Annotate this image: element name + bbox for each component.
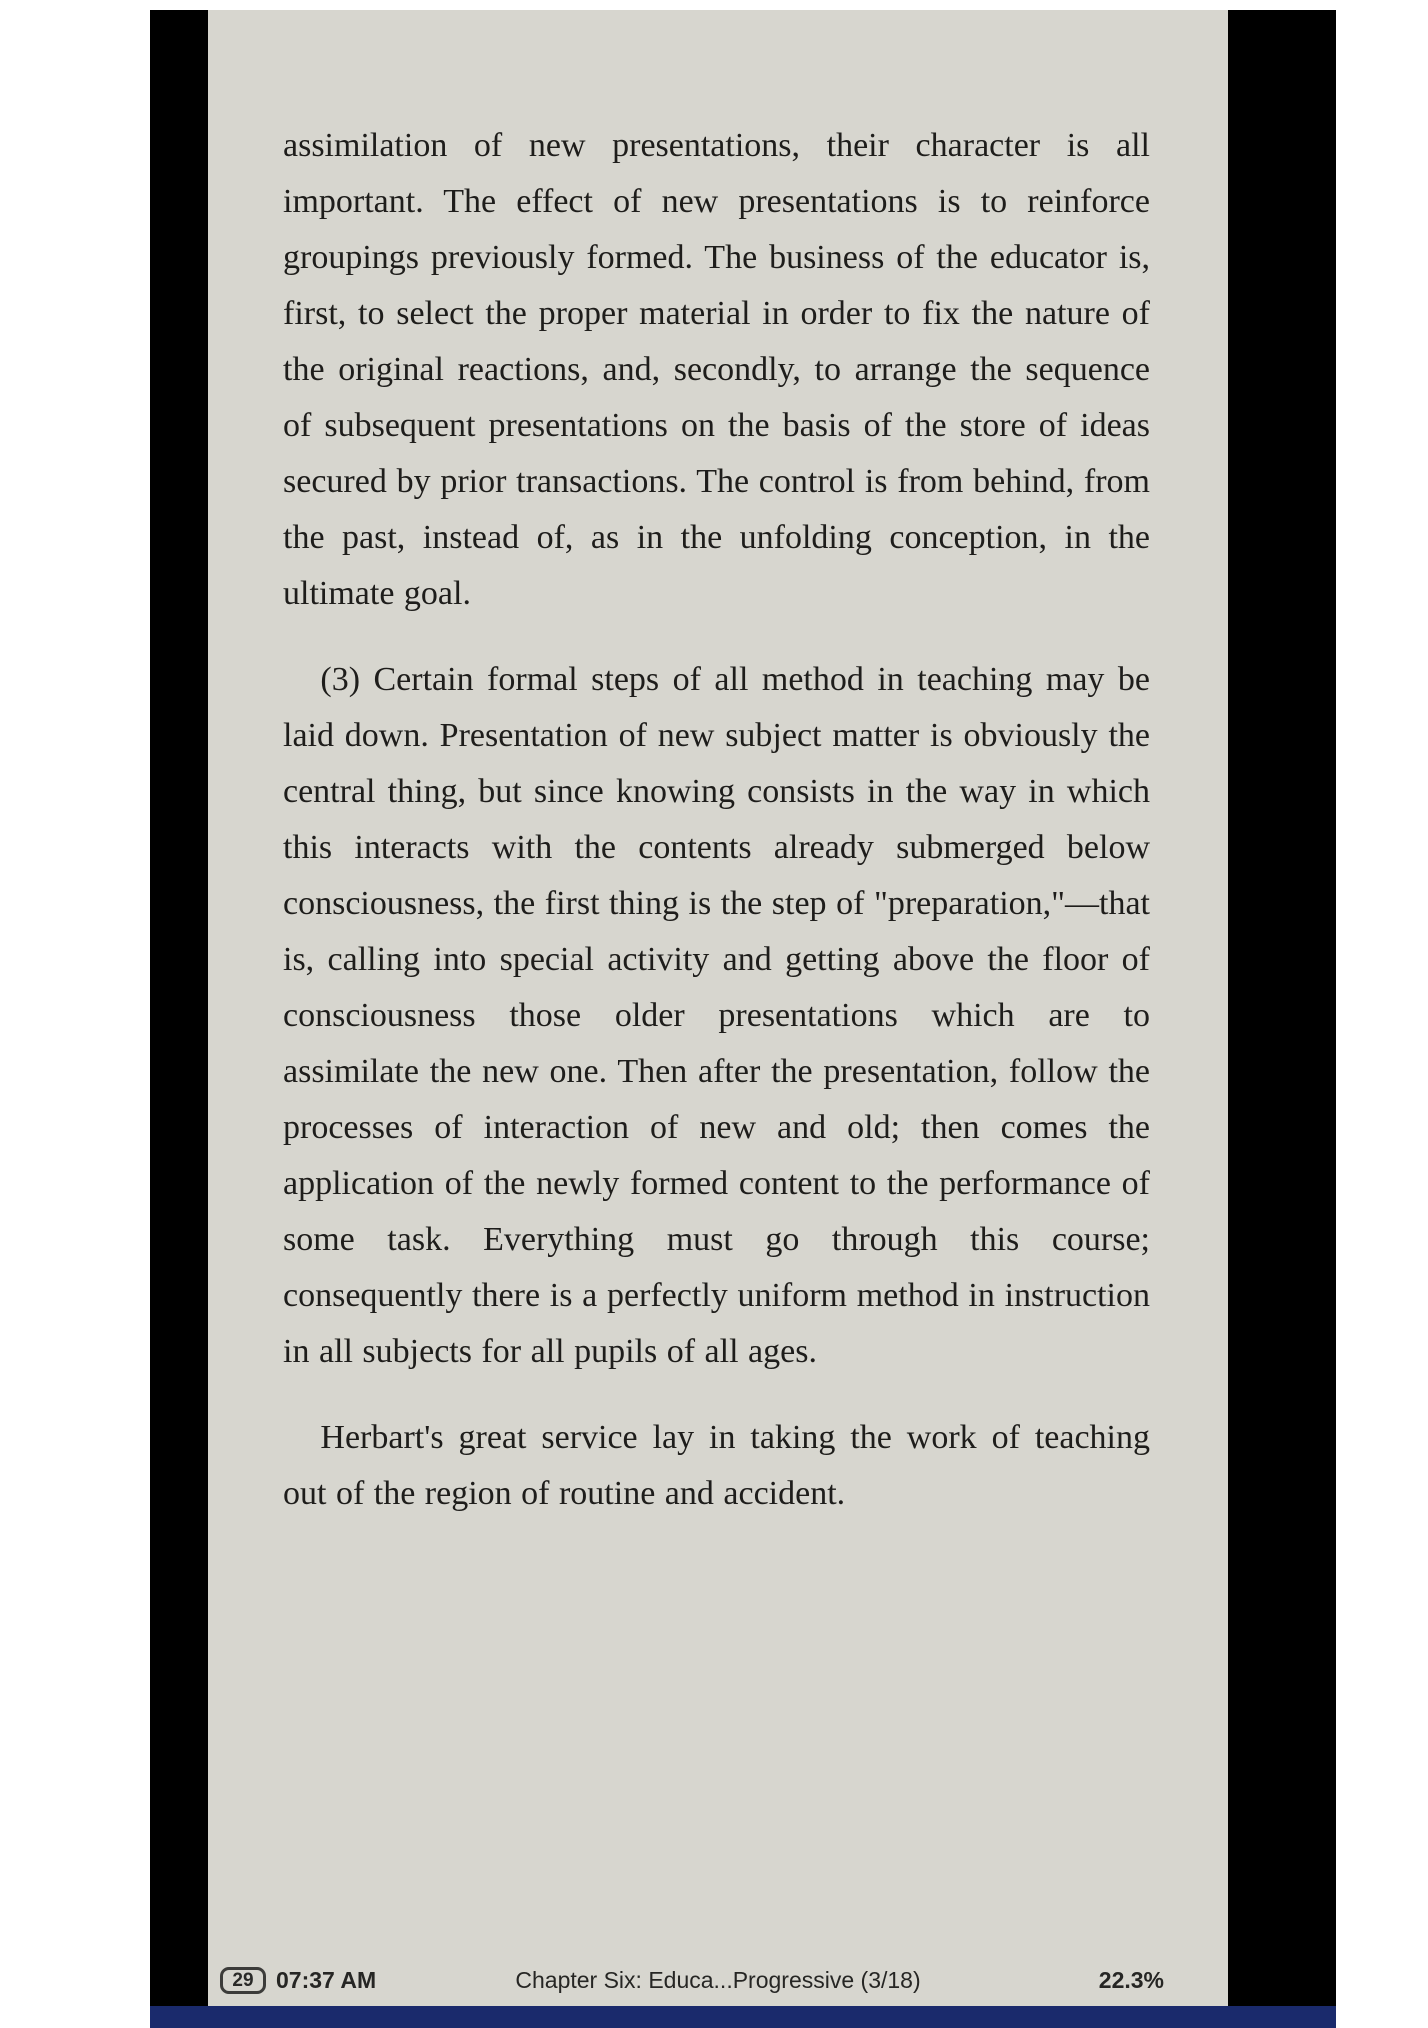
status-bar — [208, 1960, 1228, 2000]
left-letterbox-bar — [150, 10, 208, 2006]
reading-progress-percent: 22.3% — [1098, 1966, 1164, 1993]
book-text — [283, 118, 1150, 1552]
bottom-accent-bar — [150, 2006, 1336, 2028]
battery-icon — [220, 1967, 266, 1994]
reader-page[interactable] — [208, 10, 1228, 2006]
chapter-progress-label: Chapter Six: Educa...Progressive (3/18) — [515, 1966, 921, 1993]
paragraph: (3) Certain formal steps of all method in teaching may be laid down. Presentation of new subject matter is obviously the central thing, but since knowing consists in the way in which this interacts with the contents already submerged below consciousness, the first thing is the step of "preparation,"—that is, calling into special activity and getting above the floor of consciousness those older presentations which are to assimilate the new one. Then after the presentation, follow the processes of interaction of new and old; then comes the application of the newly formed content to the performance of some task. Everything must go through this course; consequently there is a perfectly uniform method in instruction in all subjects for all pupils of all ages. — [283, 660, 1150, 1370]
paragraph: Herbart's great service lay in taking the work of teaching out of the region of routine and accident. — [283, 1418, 1150, 1512]
status-left-group — [220, 1967, 376, 1994]
battery-level: 29 — [232, 1969, 254, 1991]
clock-label: 07:37 AM — [276, 1966, 377, 1993]
right-letterbox-bar — [1228, 10, 1336, 2006]
paragraph: assimilation of new presentations, their character is all important. The effect of new presentations is to reinforce groupings previously formed. The business of the educator is, first, to select the proper material in order to fix the nature of the original reactions, and, secondly, to arrange the sequence of subsequent presentations on the basis of the store of ideas secured by prior transactions. The control is from behind, from the past, instead of, as in the unfolding conception, in the ultimate goal. — [283, 127, 1150, 612]
